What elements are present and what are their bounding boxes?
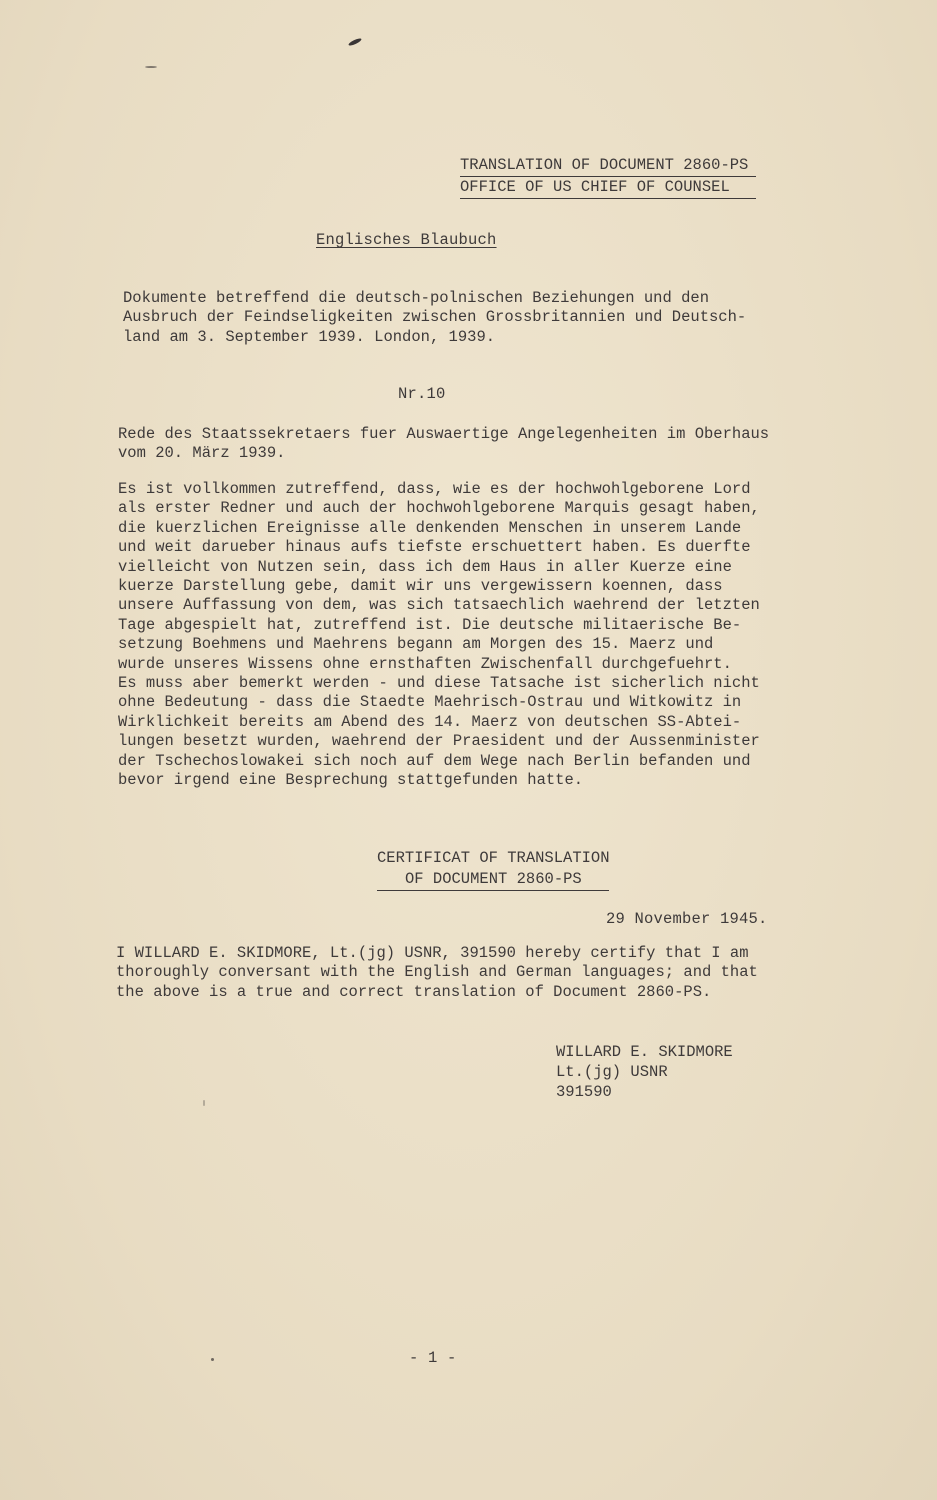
page-number: - 1 - — [409, 1349, 457, 1367]
certificate-heading — [377, 848, 610, 891]
body-line: unsere Auffassung von dem, was sich tatsaechlich waehrend der letzten — [118, 596, 760, 615]
document-number: Nr.10 — [398, 385, 446, 403]
ink-mark — [145, 66, 157, 68]
signature-rank: Lt.(jg) USNR — [556, 1063, 668, 1081]
body-line: Wirklichkeit bereits am Abend des 14. Maerz von deutschen SS-Abtei- — [118, 712, 742, 731]
body-line: kuerze Darstellung gebe, damit wir uns vergewissern koennen, dass — [118, 577, 723, 596]
speech-title-line: vom 20. März 1939. — [118, 444, 286, 463]
signature-block — [556, 1042, 733, 1102]
certificate-text-line: I WILLARD E. SKIDMORE, Lt.(jg) USNR, 391590 hereby certify that I am — [116, 944, 749, 962]
body-line: die kuerzlichen Ereignisse alle denkenden Menschen in unserem Lande — [118, 518, 742, 537]
intro-line: land am 3. September 1939. London, 1939. — [123, 327, 496, 346]
speech-title-line: Rede des Staatssekretaers fuer Auswaertige Angelegenheiten im Oberhaus — [118, 425, 770, 443]
ink-speck — [203, 1100, 205, 1106]
certificate-date: 29 November 1945. — [606, 910, 768, 928]
body-paragraph — [118, 480, 760, 791]
certificate-document: OF DOCUMENT 2860-PS — [405, 870, 582, 888]
signature-number: 391590 — [556, 1083, 612, 1101]
body-line: lungen besetzt wurden, waehrend der Praesident und der Aussenminister — [118, 732, 760, 751]
certificate-title: CERTIFICAT OF TRANSLATION — [377, 849, 610, 867]
body-line: und weit darueber hinaus aufs tiefste erschuettert haben. Es duerfte — [118, 538, 751, 557]
certificate-text-line: thoroughly conversant with the English and German languages; and that — [116, 963, 758, 982]
intro-line: Dokumente betreffend die deutsch-polnischen Beziehungen und den — [123, 289, 709, 307]
body-line: ohne Bedeutung - dass die Staedte Maehrisch-Ostrau und Witkowitz in — [118, 693, 742, 712]
certificate-text — [116, 944, 758, 1002]
body-line: wurde unseres Wissens ohne ernsthaften Zwischenfall durchgefuehrt. — [118, 654, 732, 673]
header-office-line: OFFICE OF US CHIEF OF COUNSEL — [460, 178, 730, 196]
document-header — [460, 155, 756, 199]
header-rule — [460, 198, 756, 199]
certificate-text-line: the above is a true and correct translation of Document 2860-PS. — [116, 982, 712, 1001]
certificate-rule — [377, 890, 609, 891]
intro-line: Ausbruch der Feindseligkeiten zwischen Grossbritannien und Deutsch- — [123, 308, 747, 327]
body-line: vielleicht von Nutzen sein, dass ich dem Haus in aller Kuerze eine — [118, 557, 732, 576]
ink-speck — [211, 1358, 214, 1361]
body-line: setzung Boehmens und Maehrens begann am Morgen des 15. Maerz und — [118, 635, 714, 654]
body-line: als erster Redner und auch der hochwohlgeborene Marquis gesagt haben, — [118, 499, 760, 518]
body-line: Tage abgespielt hat, zutreffend ist. Die deutsche militaerische Be- — [118, 615, 742, 634]
body-line: bevor irgend eine Besprechung stattgefunden hatte. — [118, 771, 584, 790]
body-line: Es ist vollkommen zutreffend, dass, wie es der hochwohlgeborene Lord — [118, 480, 751, 498]
body-line: der Tschechoslowakei sich noch auf dem Wege nach Berlin befanden und — [118, 751, 751, 770]
speech-title — [118, 425, 769, 464]
ink-mark — [348, 37, 362, 47]
signature-name: WILLARD E. SKIDMORE — [556, 1043, 733, 1061]
body-line: Es muss aber bemerkt werden - und diese Tatsache ist sicherlich nicht — [118, 674, 760, 693]
intro-paragraph — [123, 289, 746, 347]
document-title: Englisches Blaubuch — [316, 231, 497, 249]
header-translation-line: TRANSLATION OF DOCUMENT 2860-PS — [460, 156, 749, 174]
